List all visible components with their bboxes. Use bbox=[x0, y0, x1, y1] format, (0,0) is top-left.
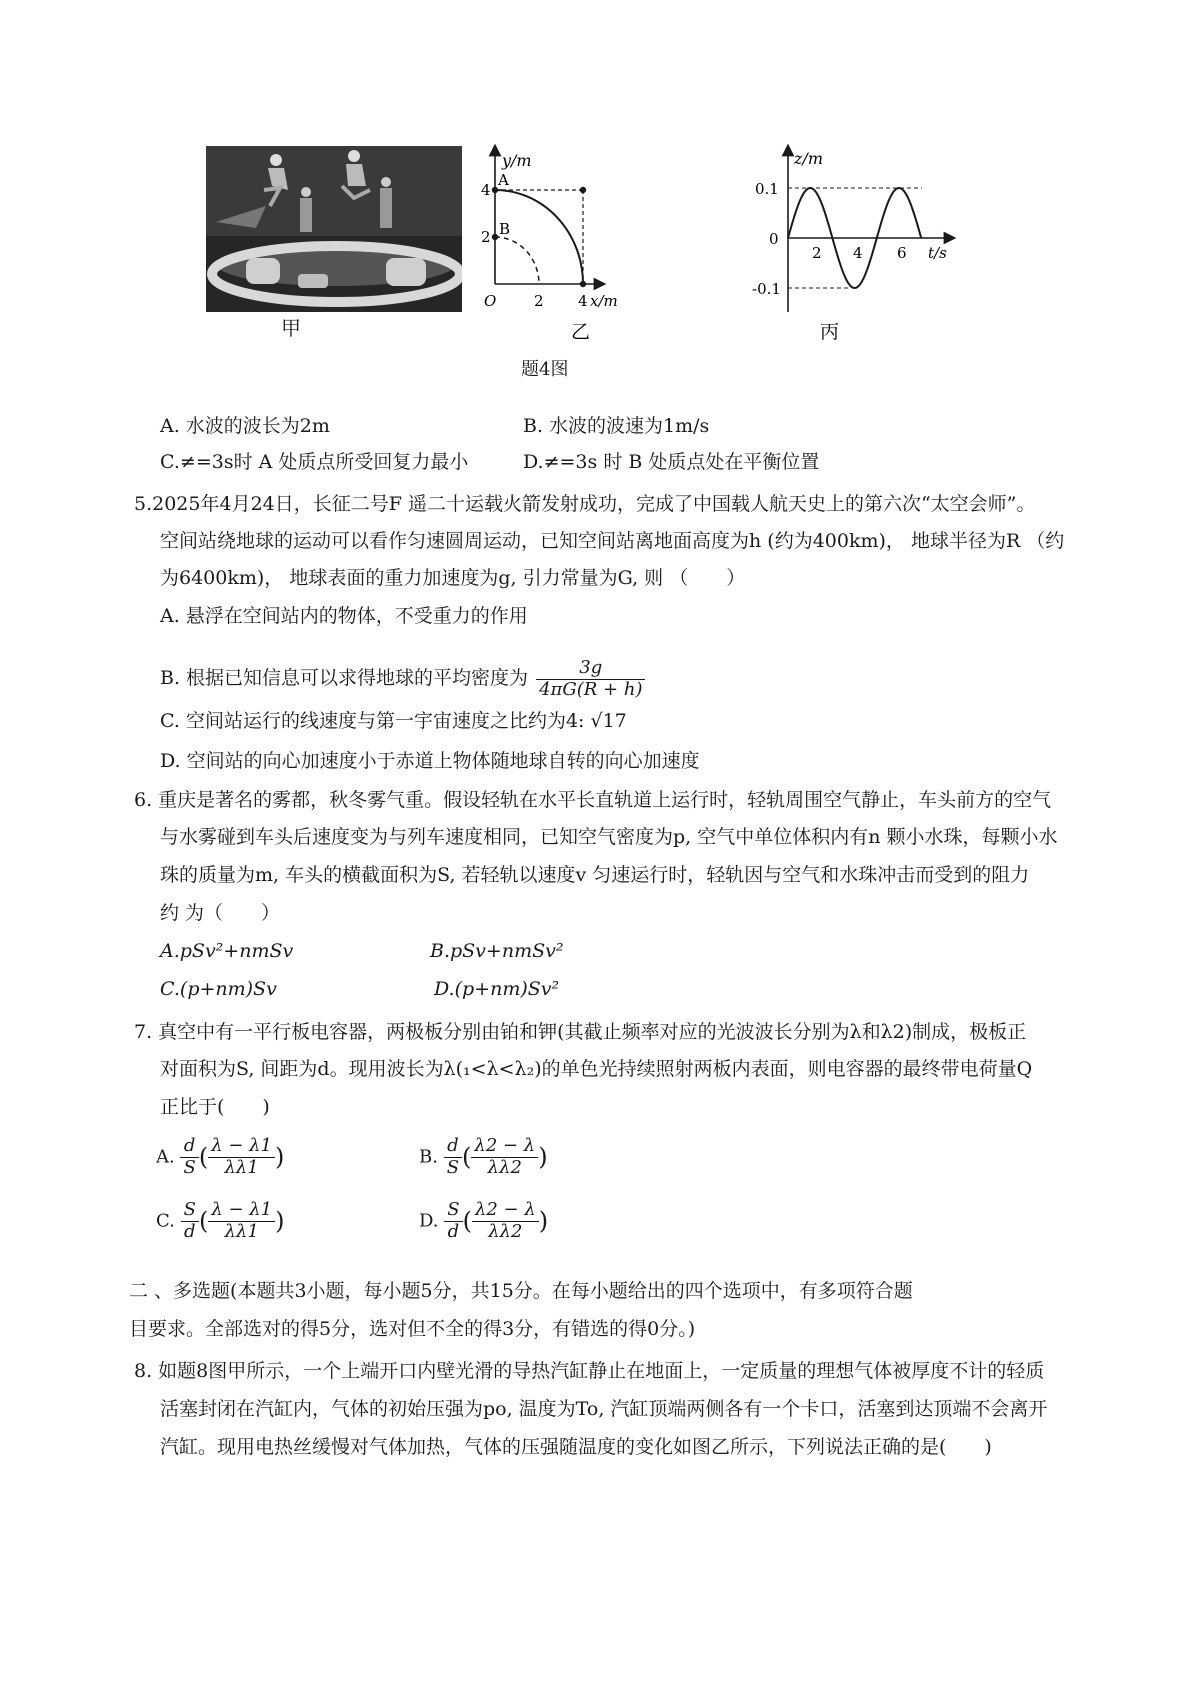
q7-c-outer-fraction bbox=[181, 1200, 199, 1242]
trampoline-photo-image bbox=[206, 146, 462, 312]
x-tick-4: 4 bbox=[578, 292, 588, 310]
q4-option-b: B. 水波的波速为1m/s bbox=[523, 415, 710, 437]
q7-option-d: D. $\frac{S}{d}$ ( $\frac{\lambda 2 - \lambda}{\lambda\lambda 2}$ ) bbox=[419, 1199, 549, 1242]
q8-stem-line2: 活塞封闭在汽缸内，气体的初始压强为po, 温度为To, 汽缸顶端两侧各有一个卡口，活塞到达顶端不会离开 bbox=[160, 1398, 1048, 1420]
x4-dot bbox=[580, 281, 586, 287]
section2-heading-line2: 目要求。全部选对的得5分，选对但不全的得3分，有错选的得0分。) bbox=[129, 1318, 696, 1340]
q7-option-d-label: D. bbox=[419, 1210, 439, 1232]
q6-stem-line4: 约 为（ ） bbox=[160, 902, 281, 924]
origin-label: O bbox=[484, 292, 497, 310]
point-b-dot bbox=[492, 234, 498, 240]
q5-option-a: A. 悬浮在空间站内的物体，不受重力的作用 bbox=[160, 605, 528, 627]
figure-caption: 题4图 bbox=[521, 359, 569, 380]
x-axis-label: x/m bbox=[590, 292, 618, 310]
q6-option-b: B.pSv+nmSv² bbox=[430, 940, 564, 962]
y-axis-label: y/m bbox=[502, 151, 532, 170]
q7-stem-line1: 7. 真空中有一平行板电容器，两极板分别由铂和钾(其截止频率对应的光波波长分别为λ和λ2)制成，极板正 bbox=[134, 1021, 1027, 1043]
q7-c-den: λλ1 bbox=[224, 1220, 259, 1242]
q5-stem-line3: 为6400km)， 地球表面的重力加速度为g, 引力常量为G, 则 （ ） bbox=[160, 567, 746, 589]
point-b-label: B bbox=[499, 220, 511, 238]
section2-heading-line1: 二 、多选题(本题共3小题，每小题5分，共15分。在每小题给出的四个选项中，有多项符合题 bbox=[129, 1280, 913, 1302]
z-tick-neg: -0.1 bbox=[752, 280, 781, 298]
q4-option-c: C.≠=3s时 A 处质点所受回复力最小 bbox=[160, 451, 469, 473]
q7-d-num: λ2 − λ bbox=[472, 1200, 539, 1222]
t-tick-6: 6 bbox=[897, 244, 907, 262]
z-tick-zero: 0 bbox=[769, 230, 779, 248]
q7-option-a: A. $\frac{d}{S}$ ( $\frac{\lambda - \lambda 1}{\lambda\lambda 1}$ ) bbox=[156, 1135, 285, 1178]
z-axis-label: z/m bbox=[794, 149, 823, 168]
q7-option-b: B. $\frac{d}{S}$ ( $\frac{\lambda 2 - \lambda}{\lambda\lambda 2}$ ) bbox=[419, 1135, 548, 1178]
q4-option-a: A. 水波的波长为2m bbox=[160, 415, 330, 437]
q6-stem-line2: 与水雾碰到车头后速度变为与列车速度相同，已知空气密度为p, 空气中单位体积内有n 颗小水珠，每颗小水 bbox=[160, 826, 1058, 848]
z-tick-pos: 0.1 bbox=[755, 180, 779, 198]
q7-stem-line3: 正比于( ) bbox=[160, 1096, 270, 1118]
q5-b-denominator: 4πG(R + h) bbox=[539, 678, 643, 700]
q7-b-outer-den: S bbox=[446, 1156, 460, 1178]
q7-c-outer-den: d bbox=[184, 1220, 196, 1242]
q7-option-b-label: B. bbox=[419, 1146, 438, 1168]
q7-d-inner-fraction bbox=[472, 1200, 539, 1242]
q7-b-den: λλ2 bbox=[487, 1156, 522, 1178]
q7-b-inner-fraction bbox=[471, 1136, 538, 1178]
panel-bing-label: 丙 bbox=[820, 321, 840, 343]
q7-d-den: λλ2 bbox=[488, 1220, 523, 1242]
q7-a-outer-fraction bbox=[180, 1136, 198, 1178]
panel-yi-label: 乙 bbox=[571, 321, 591, 343]
t-axis-label: t/s bbox=[928, 244, 947, 262]
y-tick-2: 2 bbox=[481, 228, 491, 246]
q7-d-outer-fraction bbox=[444, 1200, 462, 1242]
q7-d-outer-num: S bbox=[444, 1200, 462, 1222]
t-tick-4: 4 bbox=[853, 244, 863, 262]
corner-dot bbox=[580, 187, 586, 193]
q7-b-outer-fraction bbox=[444, 1136, 462, 1178]
q6-stem-line3: 珠的质量为m, 车头的横截面积为S, 若轻轨以速度v 匀速运行时，轻轨因与空气和水珠冲击而受到的阻力 bbox=[160, 864, 1030, 886]
q7-a-outer-den: S bbox=[183, 1156, 196, 1178]
q7-c-outer-num: S bbox=[181, 1200, 199, 1222]
q7-option-c-label: C. bbox=[156, 1210, 175, 1232]
q5-b-numerator: 3g bbox=[536, 658, 645, 680]
q7-a-inner-fraction bbox=[208, 1136, 275, 1178]
q7-b-num: λ2 − λ bbox=[471, 1136, 538, 1158]
q6-option-d: D.(p+nm)Sv² bbox=[434, 978, 560, 1000]
dashed-arc bbox=[495, 237, 539, 284]
q7-option-c: C. $\frac{S}{d}$ ( $\frac{\lambda - \lambda 1}{\lambda\lambda 1}$ ) bbox=[156, 1199, 285, 1242]
panel-jia-label: 甲 bbox=[281, 316, 301, 340]
y-tick-4: 4 bbox=[481, 181, 491, 199]
x-tick-2: 2 bbox=[534, 292, 544, 310]
q4-option-d: D.≠=3s 时 B 处质点处在平衡位置 bbox=[523, 451, 820, 473]
panel-yi-graph bbox=[478, 144, 650, 344]
q5-stem-line2: 空间站绕地球的运动可以看作匀速圆周运动，已知空间站离地面高度为h (约为400km)， 地球半径为R （约 bbox=[160, 530, 1065, 552]
q7-c-num: λ − λ1 bbox=[208, 1200, 275, 1222]
q7-c-inner-fraction bbox=[208, 1200, 275, 1242]
q7-option-a-label: A. bbox=[156, 1146, 175, 1168]
q5-option-b-fraction bbox=[536, 658, 645, 700]
q6-option-a: A.pSv²+nmSv bbox=[160, 940, 294, 962]
q7-a-den: λλ1 bbox=[224, 1156, 259, 1178]
t-tick-2: 2 bbox=[812, 244, 822, 262]
q6-option-c: C.(p+nm)Sv bbox=[160, 978, 277, 1000]
q5-stem-line1: 5.2025年4月24日，长征二号F 遥二十运载火箭发射成功，完成了中国载人航天史上的第六次“太空会师”。 bbox=[134, 493, 1036, 515]
q5-option-c: C. 空间站运行的线速度与第一宇宙速度之比约为4: √17 bbox=[160, 710, 627, 732]
panel-bing-graph bbox=[752, 144, 988, 344]
q8-stem-line3: 汽缸。现用电热丝缓慢对气体加热，气体的压强随温度的变化如图乙所示，下列说法正确的是( ) bbox=[160, 1436, 992, 1458]
q7-b-outer-num: d bbox=[444, 1136, 462, 1158]
q7-a-outer-num: d bbox=[180, 1136, 198, 1158]
q5-option-b-text: B. 根据已知信息可以求得地球的平均密度为 bbox=[160, 667, 529, 690]
q5-option-b bbox=[160, 658, 645, 700]
q7-stem-line2: 对面积为S, 间距为d。现用波长为λ(₁<λ<λ₂)的单色光持续照射两板内表面，则电容器的最终带电荷量Q bbox=[160, 1058, 1033, 1080]
q8-stem-line1: 8. 如题8图甲所示，一个上端开口内壁光滑的导热汽缸静止在地面上，一定质量的理想气体被厚度不计的轻质 bbox=[134, 1360, 1045, 1382]
trampoline-photo bbox=[206, 146, 462, 312]
point-a-label: A bbox=[498, 171, 509, 189]
q5-option-d: D. 空间站的向心加速度小于赤道上物体随地球自转的向心加速度 bbox=[160, 750, 700, 772]
q6-stem-line1: 6. 重庆是著名的雾都，秋冬雾气重。假设轻轨在水平长直轨道上运行时，轻轨周围空气静止，车头前方的空气 bbox=[134, 789, 1052, 811]
q7-a-num: λ − λ1 bbox=[208, 1136, 275, 1158]
q7-d-outer-den: d bbox=[447, 1220, 460, 1242]
